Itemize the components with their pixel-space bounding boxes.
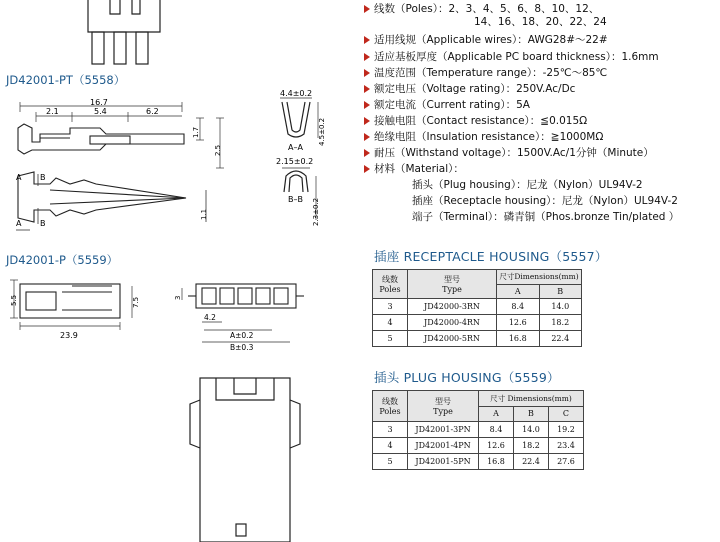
dim-a-tol: A±0.2 <box>230 331 254 340</box>
bullet-icon <box>364 5 370 13</box>
spec-material-plug: 插头（Plug housing）：尼龙（Nylon）UL94V-2 <box>412 179 643 191</box>
terminal-p-drawing <box>2 272 152 346</box>
table-row: 5 JD42001-5PN 16.8 22.4 27.6 <box>373 454 584 470</box>
col-poles: 线数 Poles <box>373 391 408 422</box>
dim-3: 3 <box>174 295 182 300</box>
dim-62: 6.2 <box>146 107 159 116</box>
col-poles: 线数 Poles <box>373 270 408 299</box>
section-bb-drawing <box>272 156 332 226</box>
dim-55: 5.5 <box>10 294 18 306</box>
col-b: B <box>539 284 582 299</box>
col-dimensions: 尺寸 Dimensions(mm) <box>479 391 584 407</box>
spec-voltage: 额定电压（Voltage rating）：250V.Ac/Dc <box>364 82 575 96</box>
bullet-icon <box>364 133 370 141</box>
bullet-icon <box>364 117 370 125</box>
mark-b-top: B <box>40 173 46 182</box>
col-dimensions: 尺寸Dimensions(mm) <box>497 270 582 285</box>
plug-table <box>372 390 584 470</box>
section-aa-drawing <box>272 88 332 154</box>
aa-height: 4.5±0.2 <box>318 117 326 146</box>
spec-withstand: 耐压（Withstand voltage）：1500V.Ac/1分钟（Minute） <box>364 146 654 160</box>
dim-239: 23.9 <box>60 331 78 340</box>
table-row: 4 JD42000-4RN 12.6 18.2 <box>373 315 582 331</box>
bb-height: 2.3±0.2 <box>312 197 320 226</box>
dim-75: 7.5 <box>132 296 140 308</box>
spec-poles: 线数（Poles）：2、3、4、5、6、8、10、12、 <box>364 2 599 16</box>
bullet-icon <box>364 53 370 61</box>
terminal-pt-label: JD42001-PT（5558） <box>6 73 126 87</box>
dim-42: 4.2 <box>204 313 216 322</box>
spec-contact: 接触电阻（Contact resistance）：≦0.015Ω <box>364 114 587 128</box>
plug-title: 插头 PLUG HOUSING（5559） <box>374 370 560 385</box>
spec-material: 材料（Material）： <box>364 162 464 176</box>
mark-a-top: A <box>16 173 22 182</box>
bb-width: 2.15±0.2 <box>276 157 314 166</box>
bullet-icon <box>364 69 370 77</box>
spec-insulation: 绝缘电阻（Insulation resistance）：≧1000MΩ <box>364 130 603 144</box>
col-a: A <box>497 284 540 299</box>
spec-material-terminal: 端子（Terminal）：磷青铜（Phos.bronze Tin/plated ） <box>412 211 680 223</box>
dim-total: 16.7 <box>90 98 108 107</box>
dim-54: 5.4 <box>94 107 107 116</box>
spec-thickness: 适应基板厚度（Applicable PC board thickness）：1.6mm <box>364 50 659 64</box>
bullet-icon <box>364 149 370 157</box>
bullet-icon <box>364 101 370 109</box>
receptacle-title: 插座 RECEPTACLE HOUSING（5557） <box>374 249 608 264</box>
dim-11: 1.1 <box>200 208 208 220</box>
mark-a-bottom: A <box>16 219 22 228</box>
terminal-pt-drawing <box>10 98 250 238</box>
table-row: 3 JD42001-3PN 8.4 14.0 19.2 <box>373 422 584 438</box>
spec-poles-cont: 14、16、18、20、22、24 <box>474 16 607 28</box>
top-housing-drawing <box>80 0 170 66</box>
spec-current: 额定电流（Current rating）：5A <box>364 98 530 112</box>
spec-material-receptacle: 插座（Receptacle housing）：尼龙（Nylon）UL94V-2 <box>412 195 678 207</box>
dim-21: 2.1 <box>46 107 59 116</box>
receptacle-table <box>372 269 582 347</box>
col-c: C <box>548 406 583 422</box>
plug-front-drawing <box>166 276 316 352</box>
bullet-icon <box>364 85 370 93</box>
dim-25: 2.5 <box>214 144 222 156</box>
section-bb-label: B–B <box>288 195 303 204</box>
terminal-p-label: JD42001-P（5559） <box>6 253 119 267</box>
bullet-icon <box>364 36 370 44</box>
mark-b-bottom: B <box>40 219 46 228</box>
table-row: 5 JD42000-5RN 16.8 22.4 <box>373 331 582 347</box>
bullet-icon <box>364 165 370 173</box>
dim-17: 1.7 <box>192 126 200 138</box>
aa-width: 4.4±0.2 <box>280 89 313 98</box>
spec-temperature: 温度范围（Temperature range）：-25℃～85℃ <box>364 66 607 80</box>
col-a: A <box>479 406 514 422</box>
bottom-housing-drawing <box>186 374 306 542</box>
table-row: 3 JD42000-3RN 8.4 14.0 <box>373 299 582 315</box>
col-type: 型号 Type <box>408 270 497 299</box>
table-row: 4 JD42001-4PN 12.6 18.2 23.4 <box>373 438 584 454</box>
col-type: 型号 Type <box>408 391 479 422</box>
col-b: B <box>513 406 548 422</box>
section-aa-label: A–A <box>288 143 303 152</box>
dim-b-tol: B±0.3 <box>230 343 254 352</box>
spec-wires: 适用线规（Applicable wires）：AWG28#～22# <box>364 33 608 47</box>
